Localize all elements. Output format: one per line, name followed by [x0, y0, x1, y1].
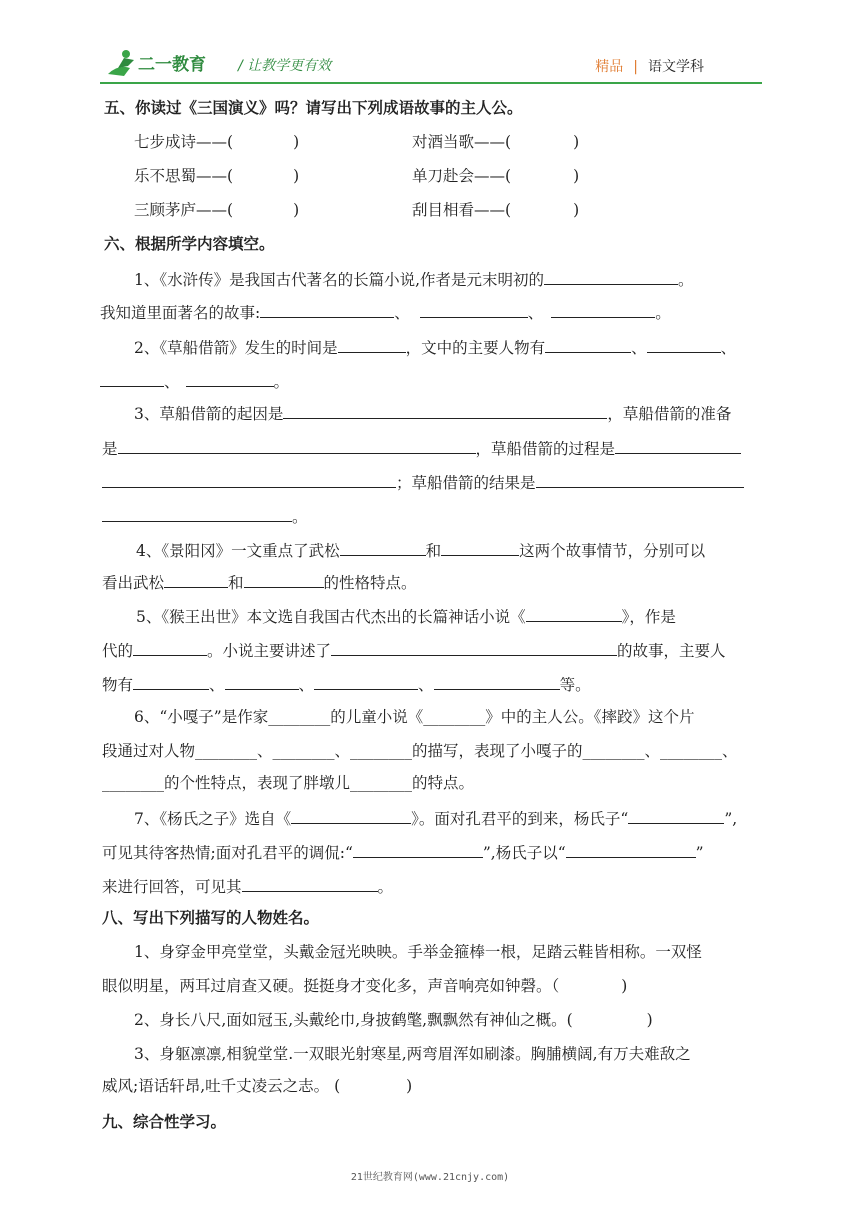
q1-line-a: 1、《水浒传》是我国古代著名的长篇小说,作者是元末明初的 。: [134, 268, 694, 290]
blank[interactable]: [340, 539, 426, 556]
blank[interactable]: [647, 336, 721, 353]
q6-line-a: 6、“小嘎子”是作家________的儿童小说《________》中的主人公。《摔跤》这个片: [134, 708, 695, 726]
p8-3-line-b: 威风;语话轩昂,吐千丈凌云之志。 ( ): [102, 1077, 413, 1095]
blank[interactable]: [615, 437, 741, 454]
idiom-item: 对酒当歌——( ): [412, 133, 580, 151]
blank[interactable]: [283, 402, 607, 419]
blank[interactable]: [551, 301, 655, 318]
blank[interactable]: [544, 268, 678, 285]
blank[interactable]: [164, 571, 228, 588]
blank[interactable]: [331, 639, 617, 656]
q4-line-b: 看出武松 和 的性格特点。: [102, 571, 417, 593]
blank[interactable]: [242, 875, 378, 892]
blank[interactable]: [291, 807, 411, 824]
p8-1-line-a: 1、身穿金甲亮堂堂，头戴金冠光映映。手举金箍棒一根，足踏云鞋皆相称。一双怪: [134, 943, 702, 961]
blank[interactable]: [102, 471, 396, 488]
blank[interactable]: [353, 841, 483, 858]
blank[interactable]: [244, 571, 324, 588]
section-6-title: 六、根据所学内容填空。: [104, 235, 275, 253]
idiom-item: 单刀赴会——( ): [412, 167, 580, 185]
q4-line-a: 4、《景阳冈》一文重点了武松 和 这两个故事情节，分别可以: [136, 539, 705, 561]
blank[interactable]: [186, 370, 274, 387]
section-5-title: 五、你读过《三国演义》吗？请写出下列成语故事的主人公。: [104, 99, 523, 117]
q2-line-a: 2、《草船借箭》发生的时间是 ，文中的主要人物有 、 、: [134, 336, 736, 358]
logo-icon: [104, 46, 234, 80]
section-9-title: 九、综合性学习。: [102, 1113, 227, 1131]
blank[interactable]: [133, 673, 209, 690]
logo-text: 二一教育: [138, 55, 206, 75]
idiom-item: 七步成诗——( ): [134, 133, 300, 151]
q3-line-c: ；草船借箭的结果是: [102, 471, 744, 493]
p8-3-line-a: 3、身躯凛凛,相貌堂堂.一双眼光射寒星,两弯眉浑如刷漆。胸脯横阔,有万夫难敌之: [134, 1045, 691, 1063]
q2-line-b: 、 。: [100, 370, 289, 392]
q3-line-b: 是 ，草船借箭的过程是: [102, 437, 741, 459]
blank[interactable]: [545, 336, 631, 353]
slogan: / 让教学更有效: [238, 58, 332, 74]
page-footer: 21世纪教育网(www.21cnjy.com): [350, 1172, 510, 1183]
blank[interactable]: [260, 301, 394, 318]
q1-line-b: 我知道里面著名的故事: 、 、 。: [100, 301, 671, 323]
header-tags: [595, 56, 704, 76]
q7-line-a: 7、《杨氏之子》选自《 》。面对孔君平的到来，杨氏子“ ”,: [134, 807, 737, 829]
q3-line-d: 。: [102, 505, 308, 527]
blank[interactable]: [314, 673, 418, 690]
q5-line-a: 5、《猴王出世》本文选自我国古代杰出的长篇神话小说《 》，作是: [136, 605, 676, 627]
blank[interactable]: [102, 505, 292, 522]
q7-line-b: 可见其待客热情;面对孔君平的调侃:“ ”,杨氏子以“ ”: [102, 841, 704, 863]
p8-2-line: 2、身长八尺,面如冠玉,头戴纶巾,身披鹤氅,飘飘然有神仙之概。( ): [134, 1011, 653, 1029]
q6-line-b: 段通过对人物________、________、________的描写，表现了小嘎子的________、________、: [102, 742, 738, 760]
blank[interactable]: [434, 673, 560, 690]
q7-line-c: 来进行回答，可见其 。: [102, 875, 393, 897]
blank[interactable]: [225, 673, 299, 690]
blank[interactable]: [100, 370, 164, 387]
blank[interactable]: [133, 639, 207, 656]
q3-line-a: 3、草船借箭的起因是 ，草船借箭的准备: [134, 402, 731, 424]
idiom-item: 三顾茅庐——( ): [134, 201, 300, 219]
p8-1-line-b: 眼似明星，两耳过肩查又硬。挺挺身才变化多，声音响亮如钟磬。（ ): [102, 977, 628, 995]
blank[interactable]: [441, 539, 519, 556]
section-8-title: 八、写出下列描写的人物姓名。: [102, 909, 320, 927]
blank[interactable]: [420, 301, 528, 318]
tag-premium: 精品: [595, 59, 624, 75]
blank[interactable]: [526, 605, 622, 622]
idiom-item: 乐不思蜀——( ): [134, 167, 300, 185]
tag-separator: |: [633, 59, 638, 75]
q5-line-b: 代的 。小说主要讲述了 的故事，主要人: [102, 639, 726, 661]
blank[interactable]: [628, 807, 724, 824]
idiom-item: 刮目相看——( ): [412, 201, 580, 219]
blank[interactable]: [118, 437, 476, 454]
tag-subject: 语文学科: [648, 59, 704, 75]
header-divider: [100, 82, 762, 84]
q5-line-c: 物有 、 、 、 等。: [102, 673, 591, 695]
q6-line-c: ________的个性特点，表现了胖墩儿________的特点。: [102, 774, 475, 792]
blank[interactable]: [566, 841, 696, 858]
page-header: [0, 0, 860, 90]
blank[interactable]: [338, 336, 406, 353]
blank[interactable]: [536, 471, 744, 488]
